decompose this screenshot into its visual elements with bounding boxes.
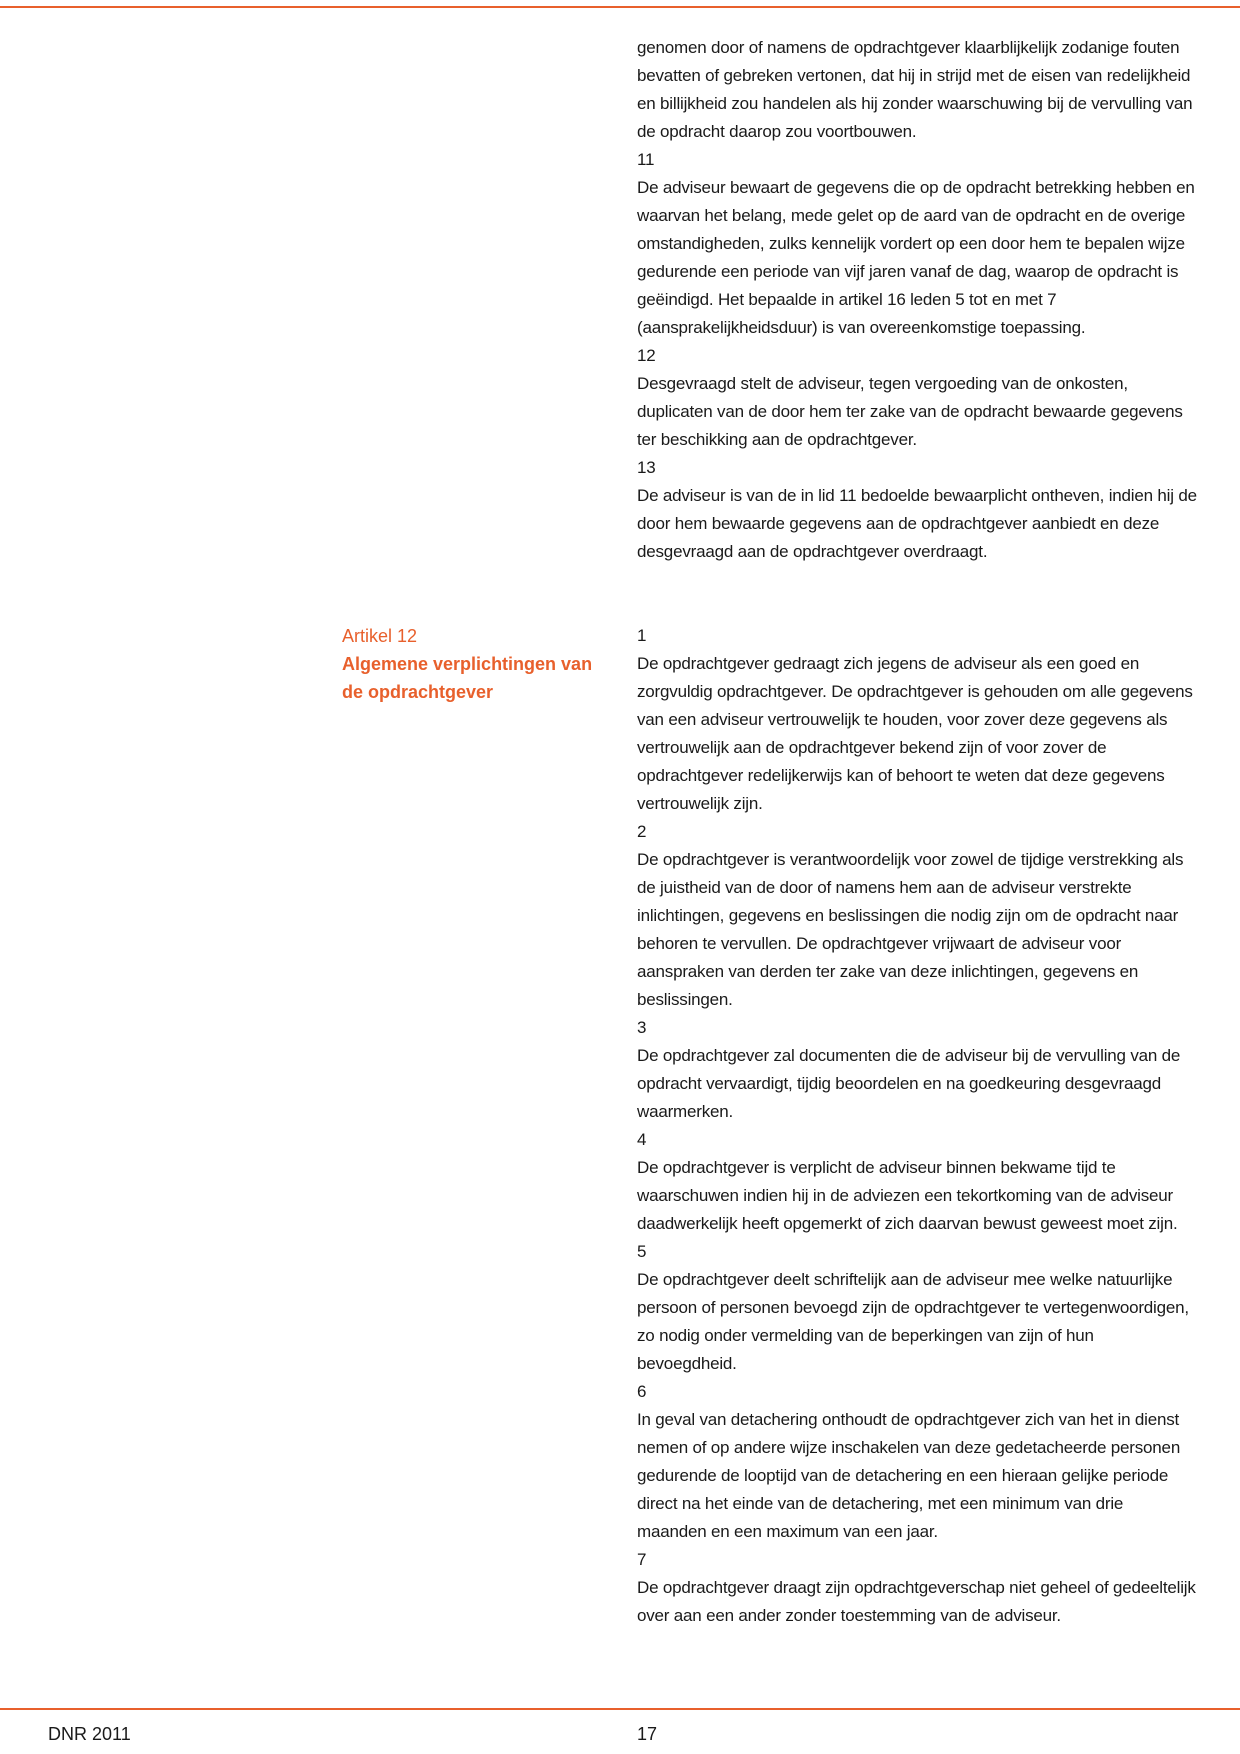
footer-rule [0, 1708, 1240, 1710]
clause-number: 6 [637, 1382, 647, 1401]
continuation-text [637, 34, 1197, 566]
clause-number: 12 [637, 346, 656, 365]
clause-number: 2 [637, 822, 647, 841]
clause-text: De opdrachtgever gedraagt zich jegens de adviseur als een goed en zorgvuldig opdrachtgever. De opdrachtgever is gehouden om alle gegevens van een adviseur vertrouwelijk te houden, voor zover deze gegevens als vertrouwelijk aan de opdrachtgever bekend zijn of voor zover de opdrachtgever redelijkerwijs kan of behoort te weten dat deze gegevens vertrouwelijk zijn. [637, 654, 1193, 813]
footer-publication: DNR 2011 [48, 1724, 131, 1744]
clause-text: De opdrachtgever deelt schriftelijk aan de adviseur mee welke natuurlijke persoon of personen bevoegd zijn de opdrachtgever te vertegenwoordigen, zo nodig onder vermelding van de beperkingen van zijn of hun bevoegdheid. [637, 1270, 1189, 1373]
page-number: 17 [637, 1724, 658, 1744]
clause-text: De adviseur bewaart de gegevens die op de opdracht betrekking hebben en waarvan het belang, mede gelet op de aard van de opdracht en de overige omstandigheden, zulks kennelijk vordert op een door hem te bepalen wijze gedurende een periode van vijf jaren vanaf de dag, waarop de opdracht is geëindigd. Het bepaalde in artikel 16 leden 5 tot en met 7 (aansprakelijkheidsduur) is van overeenkomstige toepassing. [637, 178, 1195, 337]
clause-text: De opdrachtgever is verplicht de adviseur binnen bekwame tijd te waarschuwen indien hij in de adviezen een tekortkoming van de adviseur daadwerkelijk heeft opgemerkt of zich daarvan bewust geweest moet zijn. [637, 1158, 1178, 1233]
clause-text: De opdrachtgever draagt zijn opdrachtgeverschap niet geheel of gedeeltelijk over aan een ander zonder toestemming van de adviseur. [637, 1578, 1196, 1625]
clause-number: 4 [637, 1130, 647, 1149]
clause-number: 7 [637, 1550, 647, 1569]
top-rule [0, 6, 1240, 8]
clause-text: In geval van detachering onthoudt de opdrachtgever zich van het in dienst nemen of op andere wijze inschakelen van deze gedetacheerde personen gedurende de looptijd van de detachering en een hieraan gelijke periode direct na het einde van de detachering, met een minimum van drie maanden en een maximum van een jaar. [637, 1410, 1181, 1541]
clause-text: De adviseur is van de in lid 11 bedoelde bewaarplicht ontheven, indien hij de door hem bewaarde gegevens aan de opdrachtgever aanbiedt en deze desgevraagd aan de opdrachtgever overdraagt. [637, 486, 1197, 561]
article-label: Artikel 12 [342, 626, 418, 646]
clause-text: Desgevraagd stelt de adviseur, tegen vergoeding van de onkosten, duplicaten van de door hem ter zake van de opdracht bewaarde gegevens ter beschikking aan de opdrachtgever. [637, 374, 1183, 449]
clause-number: 11 [637, 150, 655, 169]
clause-text: De opdrachtgever zal documenten die de adviseur bij de vervulling van de opdracht vervaardigt, tijdig beoordelen en na goedkeuring desgevraagd waarmerken. [637, 1046, 1181, 1121]
clause-number: 3 [637, 1018, 647, 1037]
clause-number: 5 [637, 1242, 647, 1261]
article-heading [342, 622, 602, 706]
clause-number: 13 [637, 458, 656, 477]
continuation-intro: genomen door of namens de opdrachtgever klaarblijkelijk zodanige fouten bevatten of gebreken vertonen, dat hij in strijd met de eisen van redelijkheid en billijkheid zou handelen als hij zonder waarschuwing bij de vervulling van de opdracht daarop zou voortbouwen. [637, 38, 1193, 141]
article-12-body [637, 622, 1197, 1630]
article-title: Algemene verplichtingen van de opdrachtgever [342, 654, 593, 702]
clause-text: De opdrachtgever is verantwoordelijk voor zowel de tijdige verstrekking als de juistheid van de door of namens hem aan de adviseur verstrekte inlichtingen, gegevens en beslissingen die nodig zijn om de opdracht naar behoren te vervullen. De opdrachtgever vrijwaart de adviseur voor aanspraken van derden ter zake van deze inlichtingen, gegevens en beslissingen. [637, 850, 1184, 1009]
clause-number: 1 [637, 626, 647, 645]
